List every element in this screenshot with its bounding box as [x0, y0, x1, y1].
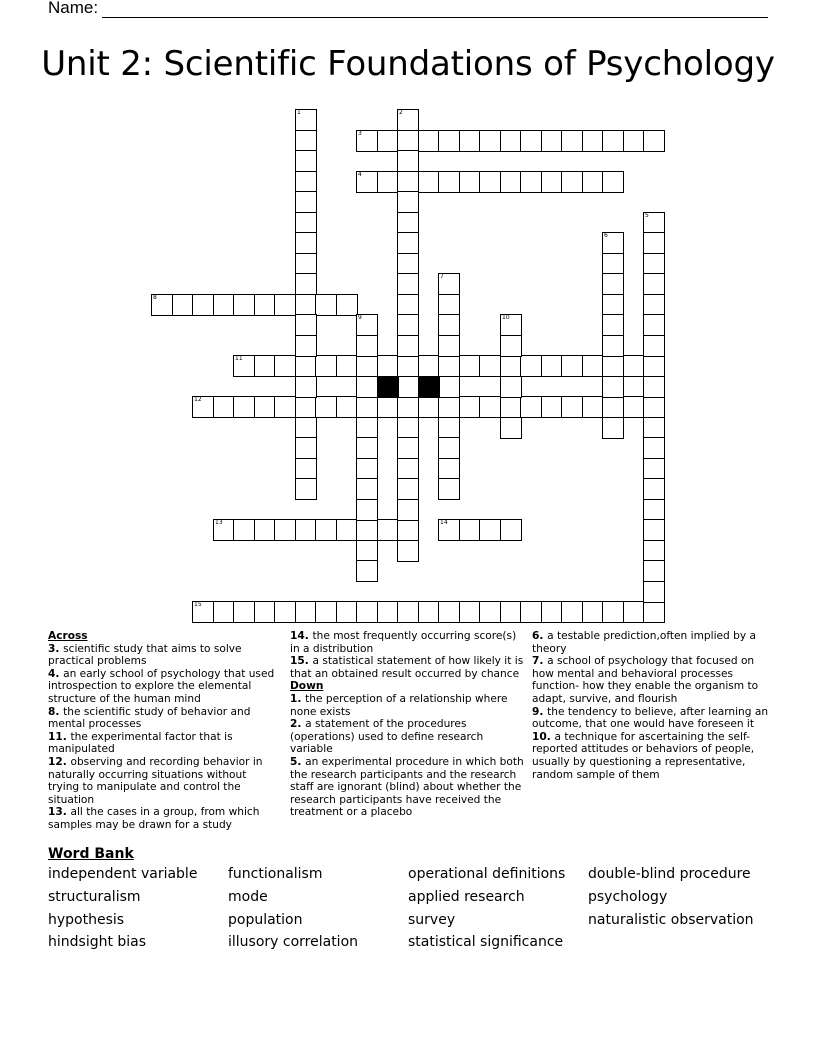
grid-cell[interactable]	[295, 355, 317, 377]
grid-cell[interactable]	[561, 601, 583, 623]
grid-cell[interactable]	[541, 601, 563, 623]
grid-cell[interactable]	[377, 355, 399, 377]
grid-cell[interactable]	[602, 232, 624, 254]
grid-cell[interactable]	[254, 601, 276, 623]
grid-cell[interactable]	[500, 314, 522, 336]
grid-cell[interactable]	[438, 437, 460, 459]
clue-item	[290, 655, 524, 680]
grid-cell[interactable]	[295, 273, 317, 295]
grid-cell[interactable]	[561, 396, 583, 418]
grid-cell[interactable]	[295, 519, 317, 541]
clue-number-label: 11.	[48, 730, 71, 743]
grid-cell[interactable]	[397, 417, 419, 439]
clue-number: 14	[440, 519, 448, 526]
grid-cell[interactable]	[520, 130, 542, 152]
grid-cell[interactable]	[274, 294, 296, 316]
clue-item	[532, 706, 772, 731]
grid-cell[interactable]	[602, 376, 624, 398]
clue-number-label: 14.	[290, 630, 313, 642]
clue-text: a school of psychology that focused on how mental and behavioral processes function- how they enable the organism to adapt, survive, and flourish	[532, 655, 759, 705]
grid-cell[interactable]	[438, 458, 460, 480]
grid-cell[interactable]	[602, 171, 624, 193]
grid-cell[interactable]	[602, 335, 624, 357]
grid-cell[interactable]	[295, 171, 317, 193]
grid-cell[interactable]	[500, 130, 522, 152]
grid-cell[interactable]	[459, 519, 481, 541]
grid-cell[interactable]	[295, 417, 317, 439]
clue-number-label: 1.	[290, 692, 306, 705]
clue-column-2	[290, 630, 524, 819]
grid-cell[interactable]	[459, 601, 481, 623]
grid-cell[interactable]	[356, 458, 378, 480]
grid-cell[interactable]	[438, 314, 460, 336]
grid-cell[interactable]	[438, 417, 460, 439]
clue-number-label: 3.	[48, 642, 64, 655]
clue-number: 1	[297, 109, 301, 116]
clue-number: 8	[153, 294, 157, 301]
grid-cell[interactable]	[233, 601, 255, 623]
grid-cell[interactable]	[336, 601, 358, 623]
clue-text: the perception of a relationship where none exists	[290, 692, 508, 718]
grid-cell[interactable]	[397, 601, 419, 623]
grid-cell[interactable]	[274, 519, 296, 541]
grid-cell[interactable]	[643, 273, 665, 295]
grid-cell[interactable]	[397, 191, 419, 213]
clue-number-label: 15.	[290, 655, 313, 668]
grid-cell[interactable]	[397, 314, 419, 336]
grid-cell[interactable]	[274, 396, 296, 418]
grid-cell[interactable]	[643, 314, 665, 336]
grid-cell[interactable]	[500, 396, 522, 418]
grid-cell[interactable]	[582, 601, 604, 623]
grid-cell[interactable]	[418, 601, 440, 623]
clue-item	[290, 693, 524, 718]
grid-cell[interactable]	[500, 601, 522, 623]
grid-cell[interactable]	[582, 355, 604, 377]
grid-cell[interactable]	[295, 396, 317, 418]
grid-cell[interactable]	[479, 130, 501, 152]
grid-cell[interactable]	[602, 294, 624, 316]
grid-cell[interactable]	[561, 130, 583, 152]
clue-text: a testable prediction,often implied by a theory	[532, 630, 756, 655]
clue-item	[48, 668, 280, 706]
grid-cell[interactable]	[561, 355, 583, 377]
grid-cell[interactable]	[295, 335, 317, 357]
grid-cell[interactable]	[336, 294, 358, 316]
grid-cell[interactable]	[397, 478, 419, 500]
grid-cell[interactable]	[643, 355, 665, 377]
grid-cell[interactable]	[356, 376, 378, 398]
grid-cell[interactable]	[192, 601, 214, 623]
grid-cell[interactable]	[233, 396, 255, 418]
grid-cell[interactable]	[336, 396, 358, 418]
grid-cell[interactable]	[643, 294, 665, 316]
grid-cell[interactable]	[377, 171, 399, 193]
word-bank-item: population	[228, 912, 303, 928]
grid-cell[interactable]	[356, 417, 378, 439]
clue-number: 4	[358, 171, 362, 178]
grid-cell[interactable]	[356, 355, 378, 377]
clue-number-label: 12.	[48, 755, 71, 768]
grid-cell[interactable]	[151, 294, 173, 316]
grid-cell[interactable]	[643, 519, 665, 541]
grid-cell[interactable]	[602, 130, 624, 152]
word-bank-item: hypothesis	[48, 912, 125, 928]
grid-cell[interactable]	[418, 355, 440, 377]
grid-cell[interactable]	[438, 355, 460, 377]
grid-cell[interactable]	[479, 396, 501, 418]
grid-cell[interactable]	[643, 478, 665, 500]
grid-cell[interactable]	[295, 212, 317, 234]
clue-number-label: 13.	[48, 806, 71, 819]
clue-number: 3	[358, 130, 362, 137]
grid-cell[interactable]	[233, 355, 255, 377]
clue-text: a statistical statement of how likely it is that an obtained result occurred by chance	[290, 655, 524, 680]
clue-item	[290, 630, 524, 655]
grid-cell[interactable]	[295, 601, 317, 623]
clue-text: all the cases in a group, from which samples may be drawn for a study	[48, 806, 260, 831]
grid-cell[interactable]	[274, 601, 296, 623]
grid-cell[interactable]	[356, 560, 378, 582]
grid-cell[interactable]	[582, 171, 604, 193]
grid-cell[interactable]	[643, 458, 665, 480]
grid-cell[interactable]	[438, 601, 460, 623]
grid-cell[interactable]	[643, 253, 665, 275]
grid-cell[interactable]	[356, 171, 378, 193]
grid-cell[interactable]	[336, 355, 358, 377]
grid-cell[interactable]	[438, 130, 460, 152]
clue-number: 13	[215, 519, 223, 526]
grid-cell[interactable]	[356, 396, 378, 418]
grid-cell[interactable]	[397, 109, 419, 131]
grid-cell[interactable]	[295, 109, 317, 131]
grid-cell[interactable]	[295, 191, 317, 213]
grid-cell[interactable]	[520, 601, 542, 623]
grid-cell[interactable]	[315, 355, 337, 377]
black-square	[377, 376, 399, 398]
grid-cell[interactable]	[623, 601, 645, 623]
grid-cell[interactable]	[643, 499, 665, 521]
word-bank-item: survey	[408, 912, 456, 928]
grid-cell[interactable]	[418, 130, 440, 152]
grid-cell[interactable]	[418, 396, 440, 418]
grid-cell[interactable]	[233, 519, 255, 541]
word-bank-item: statistical significance	[408, 934, 564, 950]
grid-cell[interactable]	[643, 581, 665, 603]
grid-cell[interactable]	[397, 499, 419, 521]
grid-cell[interactable]	[643, 335, 665, 357]
grid-cell[interactable]	[254, 396, 276, 418]
grid-cell[interactable]	[438, 396, 460, 418]
word-bank-item: mode	[228, 889, 268, 905]
word-bank-item: structuralism	[48, 889, 141, 905]
word-bank-item: illusory correlation	[228, 934, 359, 950]
word-bank-item: operational definitions	[408, 866, 566, 882]
grid-cell[interactable]	[377, 519, 399, 541]
word-bank-item: hindsight bias	[48, 934, 147, 950]
grid-cell[interactable]	[602, 601, 624, 623]
grid-cell[interactable]	[541, 171, 563, 193]
grid-cell[interactable]	[254, 294, 276, 316]
grid-cell[interactable]	[602, 314, 624, 336]
black-square	[418, 376, 440, 398]
clue-number: 5	[645, 212, 649, 219]
grid-cell[interactable]	[295, 458, 317, 480]
clue-item	[290, 718, 524, 756]
clue-text: the most frequently occurring score(s) in a distribution	[290, 630, 517, 655]
grid-cell[interactable]	[582, 396, 604, 418]
grid-cell[interactable]	[295, 376, 317, 398]
grid-cell[interactable]	[192, 294, 214, 316]
grid-cell[interactable]	[438, 273, 460, 295]
grid-cell[interactable]	[397, 355, 419, 377]
grid-cell[interactable]	[397, 253, 419, 275]
grid-cell[interactable]	[397, 335, 419, 357]
grid-cell[interactable]	[397, 396, 419, 418]
clue-number: 10	[502, 314, 510, 321]
grid-cell[interactable]	[643, 130, 665, 152]
grid-cell[interactable]	[500, 355, 522, 377]
clue-item	[48, 643, 280, 668]
grid-cell[interactable]	[643, 540, 665, 562]
grid-cell[interactable]	[233, 294, 255, 316]
grid-cell[interactable]	[459, 355, 481, 377]
grid-cell[interactable]	[315, 601, 337, 623]
grid-cell[interactable]	[643, 437, 665, 459]
grid-cell[interactable]	[602, 253, 624, 275]
grid-cell[interactable]	[397, 540, 419, 562]
clue-number-label: 9.	[532, 705, 548, 718]
name-field[interactable]	[48, 0, 768, 18]
grid-cell[interactable]	[479, 519, 501, 541]
grid-cell[interactable]	[295, 253, 317, 275]
grid-cell[interactable]	[479, 601, 501, 623]
word-bank-item: applied research	[408, 889, 525, 905]
grid-cell[interactable]	[213, 601, 235, 623]
clue-item	[290, 756, 524, 819]
name-label: Name:	[48, 0, 99, 17]
grid-cell[interactable]	[356, 478, 378, 500]
clue-number-label: 2.	[290, 718, 306, 731]
name-underline[interactable]	[102, 1, 768, 18]
grid-cell[interactable]	[397, 458, 419, 480]
grid-cell[interactable]	[356, 601, 378, 623]
word-bank-title: Word Bank	[48, 846, 134, 862]
grid-cell[interactable]	[438, 294, 460, 316]
clue-number-label: 6.	[532, 630, 548, 642]
grid-cell[interactable]	[582, 130, 604, 152]
clue-number: 11	[235, 355, 243, 362]
grid-cell[interactable]	[213, 294, 235, 316]
grid-cell[interactable]	[500, 417, 522, 439]
grid-cell[interactable]	[438, 519, 460, 541]
grid-cell[interactable]	[602, 396, 624, 418]
grid-cell[interactable]	[541, 396, 563, 418]
clue-text: observing and recording behavior in naturally occurring situations without trying to manipulate and control the situation	[48, 755, 263, 806]
grid-cell[interactable]	[500, 519, 522, 541]
word-bank-item: functionalism	[228, 866, 323, 882]
grid-cell[interactable]	[643, 601, 665, 623]
clue-number-label: 5.	[290, 755, 306, 768]
clue-column-3	[532, 630, 772, 781]
clue-number: 2	[399, 109, 403, 116]
grid-cell[interactable]	[192, 396, 214, 418]
clue-text: the tendency to believe, after learning an outcome, that one would have foreseen it	[532, 705, 769, 731]
grid-cell[interactable]	[213, 396, 235, 418]
clue-column-1	[48, 630, 280, 832]
grid-cell[interactable]	[602, 273, 624, 295]
grid-cell[interactable]	[459, 130, 481, 152]
grid-cell[interactable]	[315, 396, 337, 418]
page-title: Unit 2: Scientific Foundations of Psychology	[41, 44, 775, 84]
grid-cell[interactable]	[438, 171, 460, 193]
grid-cell[interactable]	[397, 232, 419, 254]
grid-cell[interactable]	[643, 396, 665, 418]
clue-text: a technique for ascertaining the self-reported attitudes or behaviors of people, usually by questioning a representative, random sample of them	[532, 730, 755, 781]
grid-cell[interactable]	[356, 499, 378, 521]
clue-number: 7	[440, 273, 444, 280]
down-heading: Down	[290, 680, 324, 693]
grid-cell[interactable]	[643, 212, 665, 234]
clue-item	[48, 731, 280, 756]
grid-cell[interactable]	[418, 171, 440, 193]
grid-cell[interactable]	[295, 314, 317, 336]
clue-item	[532, 630, 772, 655]
grid-cell[interactable]	[602, 417, 624, 439]
grid-cell[interactable]	[602, 355, 624, 377]
grid-cell[interactable]	[356, 519, 378, 541]
clue-number-label: 10.	[532, 730, 555, 743]
grid-cell[interactable]	[397, 171, 419, 193]
clue-item	[532, 731, 772, 781]
grid-cell[interactable]	[397, 376, 419, 398]
grid-cell[interactable]	[397, 150, 419, 172]
grid-cell[interactable]	[643, 376, 665, 398]
grid-cell[interactable]	[500, 171, 522, 193]
clue-text: an early school of psychology that used introspection to explore the elemental structure of the human mind	[48, 667, 275, 705]
grid-cell[interactable]	[397, 130, 419, 152]
grid-cell[interactable]	[295, 478, 317, 500]
grid-cell[interactable]	[254, 519, 276, 541]
grid-cell[interactable]	[500, 335, 522, 357]
grid-cell[interactable]	[520, 171, 542, 193]
word-bank-item: psychology	[588, 889, 668, 905]
clue-number: 15	[194, 601, 202, 608]
grid-cell[interactable]	[459, 396, 481, 418]
grid-cell[interactable]	[295, 232, 317, 254]
grid-cell[interactable]	[356, 540, 378, 562]
clue-item	[48, 706, 280, 731]
grid-cell[interactable]	[520, 396, 542, 418]
grid-cell[interactable]	[315, 294, 337, 316]
clue-number: 9	[358, 314, 362, 321]
grid-cell[interactable]	[377, 396, 399, 418]
clue-text: scientific study that aims to solve practical problems	[48, 642, 242, 668]
word-bank-item: independent variable	[48, 866, 198, 882]
grid-cell[interactable]	[295, 130, 317, 152]
grid-cell[interactable]	[623, 130, 645, 152]
grid-cell[interactable]	[356, 130, 378, 152]
grid-cell[interactable]	[213, 519, 235, 541]
grid-cell[interactable]	[623, 355, 645, 377]
grid-cell[interactable]	[377, 130, 399, 152]
grid-cell[interactable]	[561, 171, 583, 193]
clue-text: the experimental factor that is manipulated	[48, 730, 233, 756]
grid-cell[interactable]	[459, 171, 481, 193]
clue-item	[48, 756, 280, 806]
grid-cell[interactable]	[438, 478, 460, 500]
word-bank-item: naturalistic observation	[588, 912, 754, 928]
grid-cell[interactable]	[541, 130, 563, 152]
grid-cell[interactable]	[172, 294, 194, 316]
grid-cell[interactable]	[356, 335, 378, 357]
clue-number-label: 8.	[48, 705, 64, 718]
grid-cell[interactable]	[479, 171, 501, 193]
grid-cell[interactable]	[356, 437, 378, 459]
grid-cell[interactable]	[541, 355, 563, 377]
clue-text: the scientific study of behavior and mental processes	[48, 705, 251, 731]
clue-number-label: 4.	[48, 667, 64, 680]
grid-cell[interactable]	[623, 396, 645, 418]
grid-cell[interactable]	[295, 437, 317, 459]
clue-number: 6	[604, 232, 608, 239]
grid-cell[interactable]	[274, 355, 296, 377]
clue-number-label: 7.	[532, 655, 548, 668]
grid-cell[interactable]	[438, 376, 460, 398]
grid-cell[interactable]	[397, 273, 419, 295]
grid-cell[interactable]	[479, 355, 501, 377]
grid-cell[interactable]	[336, 519, 358, 541]
grid-cell[interactable]	[500, 376, 522, 398]
grid-cell[interactable]	[643, 560, 665, 582]
clue-item	[532, 655, 772, 705]
grid-cell[interactable]	[397, 519, 419, 541]
grid-cell[interactable]	[377, 601, 399, 623]
grid-cell[interactable]	[356, 314, 378, 336]
grid-cell[interactable]	[397, 212, 419, 234]
across-heading: Across	[48, 630, 88, 642]
grid-cell[interactable]	[643, 232, 665, 254]
clue-text: an experimental procedure in which both the research participants and the research staff are ignorant (blind) about whether the research participants have received the treatment or a placebo	[290, 755, 524, 819]
word-bank-item: double-blind procedure	[588, 866, 751, 882]
grid-cell[interactable]	[397, 437, 419, 459]
grid-cell[interactable]	[295, 150, 317, 172]
grid-cell[interactable]	[315, 519, 337, 541]
grid-cell[interactable]	[397, 294, 419, 316]
grid-cell[interactable]	[438, 335, 460, 357]
clue-text: a statement of the procedures (operations) used to define research variable	[290, 718, 484, 756]
clue-item	[48, 806, 280, 831]
grid-cell[interactable]	[643, 417, 665, 439]
grid-cell[interactable]	[520, 355, 542, 377]
grid-cell[interactable]	[295, 294, 317, 316]
grid-cell[interactable]	[254, 355, 276, 377]
clue-number: 12	[194, 396, 202, 403]
